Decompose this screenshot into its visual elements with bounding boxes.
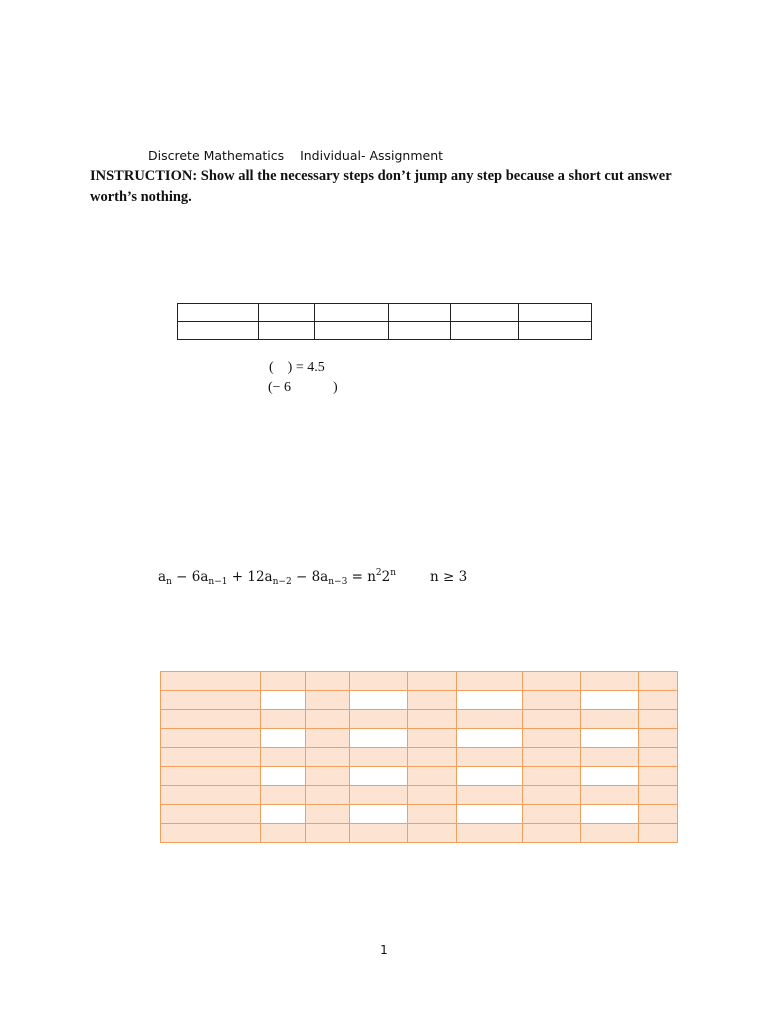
table-cell xyxy=(261,672,306,691)
table-cell xyxy=(408,672,457,691)
table-cell xyxy=(581,767,639,786)
term-a: a xyxy=(158,569,167,585)
table-row xyxy=(178,322,592,340)
table-cell xyxy=(457,729,523,748)
table-cell xyxy=(161,748,261,767)
table-cell xyxy=(523,748,581,767)
table-cell xyxy=(161,824,261,843)
table-cell xyxy=(161,729,261,748)
document-header xyxy=(148,148,443,163)
table-cell xyxy=(408,729,457,748)
table-cell xyxy=(408,786,457,805)
table-cell xyxy=(306,767,350,786)
table-cell xyxy=(581,748,639,767)
table-cell xyxy=(161,691,261,710)
table-cell xyxy=(350,767,408,786)
term-6a: − 6a xyxy=(171,569,209,585)
table-cell xyxy=(639,729,678,748)
table-cell xyxy=(639,805,678,824)
table-cell xyxy=(350,748,408,767)
table-row xyxy=(161,767,678,786)
table-cell xyxy=(350,710,408,729)
table-cell xyxy=(523,710,581,729)
table-row xyxy=(161,824,678,843)
instruction-paragraph xyxy=(90,166,690,208)
blank-value-table xyxy=(177,303,592,340)
page-number: 1 xyxy=(380,943,388,957)
expression-line-2: (− 6 ) xyxy=(268,380,338,395)
table-cell xyxy=(350,729,408,748)
table-cell xyxy=(259,322,315,340)
table-cell xyxy=(408,824,457,843)
table-cell xyxy=(389,322,451,340)
table-row xyxy=(161,786,678,805)
table-cell xyxy=(389,304,451,322)
table-cell xyxy=(523,824,581,843)
subscript-n-minus-1: n−1 xyxy=(208,577,228,587)
base-2: 2 xyxy=(381,569,391,585)
table-cell xyxy=(178,322,259,340)
table-cell xyxy=(306,710,350,729)
table-cell xyxy=(306,786,350,805)
table-cell xyxy=(581,672,639,691)
table-row xyxy=(161,729,678,748)
table-cell xyxy=(261,824,306,843)
table-cell xyxy=(408,710,457,729)
table-cell xyxy=(161,786,261,805)
table-cell xyxy=(639,710,678,729)
table-cell xyxy=(639,672,678,691)
table-cell xyxy=(178,304,259,322)
table-cell xyxy=(581,824,639,843)
table-cell xyxy=(315,322,389,340)
table-cell xyxy=(523,805,581,824)
table-cell xyxy=(581,786,639,805)
table-cell xyxy=(261,691,306,710)
table-cell xyxy=(161,805,261,824)
table-cell xyxy=(161,672,261,691)
table-row xyxy=(161,710,678,729)
table-cell xyxy=(261,710,306,729)
table-cell xyxy=(581,805,639,824)
table-cell xyxy=(457,691,523,710)
table-cell xyxy=(457,805,523,824)
table-cell xyxy=(457,824,523,843)
table-cell xyxy=(261,786,306,805)
table-cell xyxy=(408,691,457,710)
exponent-n: n xyxy=(390,568,397,578)
expression-line-1: ( ) = 4.5 xyxy=(269,360,325,375)
equals-n: = n xyxy=(347,569,376,585)
table-cell xyxy=(306,805,350,824)
orange-grid-table xyxy=(160,671,678,843)
subscript-n-minus-3: n−3 xyxy=(328,577,348,587)
table-cell xyxy=(306,748,350,767)
table-cell xyxy=(457,748,523,767)
assignment-title: Individual- Assignment xyxy=(300,148,444,163)
table-row xyxy=(161,691,678,710)
table-cell xyxy=(350,672,408,691)
table-cell xyxy=(639,824,678,843)
table-cell xyxy=(408,748,457,767)
table-cell xyxy=(408,805,457,824)
table-cell xyxy=(451,304,519,322)
table-cell xyxy=(306,824,350,843)
subscript-n-minus-2: n−2 xyxy=(272,577,292,587)
table-cell xyxy=(523,691,581,710)
table-cell xyxy=(259,304,315,322)
table-cell xyxy=(261,767,306,786)
table-row xyxy=(178,304,592,322)
table-row xyxy=(161,748,678,767)
table-cell xyxy=(350,691,408,710)
term-12a: + 12a xyxy=(227,569,273,585)
recurrence-condition: n ≥ 3 xyxy=(430,569,468,585)
table-row xyxy=(161,672,678,691)
table-cell xyxy=(261,729,306,748)
table-cell xyxy=(161,710,261,729)
exponent-2: 2 xyxy=(375,568,382,578)
table-cell xyxy=(519,304,592,322)
table-cell xyxy=(523,729,581,748)
instruction-label: INSTRUCTION: xyxy=(90,168,198,184)
table-cell xyxy=(523,786,581,805)
table-cell xyxy=(457,767,523,786)
table-cell xyxy=(581,691,639,710)
table-cell xyxy=(457,710,523,729)
table-cell xyxy=(639,691,678,710)
table-cell xyxy=(451,322,519,340)
table-cell xyxy=(350,824,408,843)
table-cell xyxy=(350,805,408,824)
table-cell xyxy=(523,767,581,786)
table-cell xyxy=(519,322,592,340)
table-cell xyxy=(315,304,389,322)
instruction-text: Show all the necessary steps don’t jump any step because a short cut answer worth’s nothing. xyxy=(90,168,672,205)
subscript-n: n xyxy=(166,577,172,587)
table-cell xyxy=(306,672,350,691)
table-cell xyxy=(306,691,350,710)
table-cell xyxy=(581,729,639,748)
term-8a: − 8a xyxy=(291,569,329,585)
table-cell xyxy=(581,710,639,729)
table-cell xyxy=(639,767,678,786)
table-cell xyxy=(306,729,350,748)
table-row xyxy=(161,805,678,824)
table-cell xyxy=(457,786,523,805)
table-cell xyxy=(408,767,457,786)
table-cell xyxy=(523,672,581,691)
table-cell xyxy=(350,786,408,805)
table-cell xyxy=(639,786,678,805)
table-cell xyxy=(639,748,678,767)
recurrence-relation xyxy=(158,568,467,587)
table-cell xyxy=(161,767,261,786)
table-cell xyxy=(261,805,306,824)
table-cell xyxy=(261,748,306,767)
table-cell xyxy=(457,672,523,691)
course-title: Discrete Mathematics xyxy=(148,148,285,163)
